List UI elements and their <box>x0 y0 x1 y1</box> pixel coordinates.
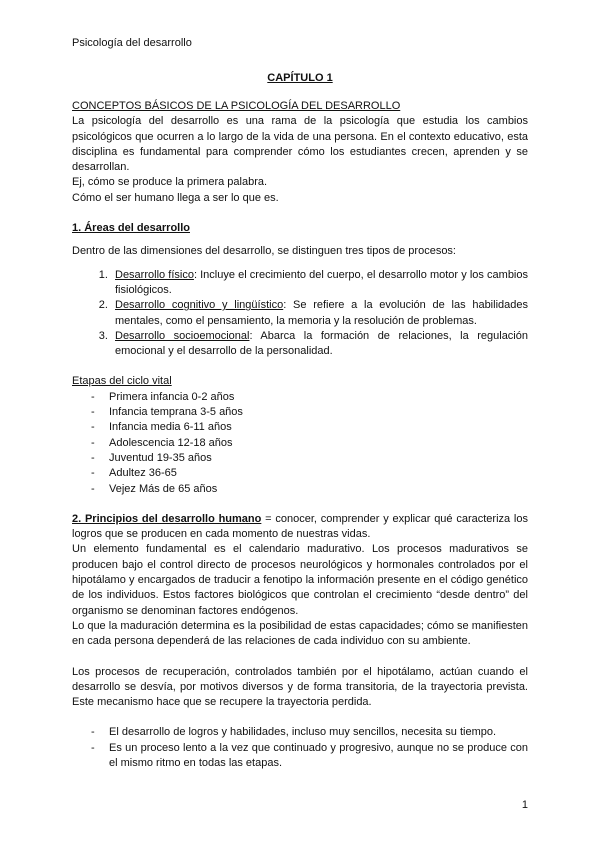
area-term: Desarrollo físico <box>115 268 194 281</box>
stages-heading: Etapas del ciclo vital <box>72 375 172 388</box>
section2-heading-rest: = conocer, comprender y explicar qué caracteriza los logros que se producen en cada momento de nuestras vidas. <box>72 512 528 541</box>
page-header: Psicología del desarrollo <box>72 37 192 49</box>
area-term: Desarrollo socioemocional <box>115 329 250 342</box>
section2-lead <box>72 512 528 543</box>
list-item: - Es un proceso lento a la vez que continuado y progresivo, aunque no se produce con el mismo ritmo en todas las etapas. <box>72 741 528 772</box>
section1-intro: Dentro de las dimensiones del desarrollo, se distinguen tres tipos de procesos: <box>72 245 456 258</box>
page-number: 1 <box>521 799 528 811</box>
stages-list <box>72 390 528 497</box>
area-text: : Se refiere a la evolución de las habilidades mentales, como el pensamiento, la memoria y la resolución de problemas. <box>115 299 528 327</box>
section2-heading: 2. Principios del desarrollo humano <box>72 512 262 525</box>
list-item: - Juventud 19-35 años <box>72 451 528 466</box>
intro-example-2: Cómo el ser humano llega a ser lo que es. <box>72 191 279 204</box>
area-text: : Incluye el crecimiento del cuerpo, el desarrollo motor y los cambios fisiológicos. <box>115 268 528 296</box>
section2-paragraph-1: Un elemento fundamental es el calendario madurativo. Los procesos madurativos se producen bajo el control directo de procesos neurológicos y hormonales controlados por el hipotálamo y encargados de traducir a fenotipo la información presente en el código genético de los individuos. Estos factores biológicos que controlan el crecimiento “desde dentro” del organismo se denominan factores endógenos. <box>72 543 528 617</box>
intro-example-1: Ej, cómo se produce la primera palabra. <box>72 176 268 189</box>
list-item: - Adultez 36-65 <box>72 466 528 481</box>
list-item: - Primera infancia 0-2 años <box>72 390 528 405</box>
areas-list <box>72 268 528 360</box>
list-item: - El desarrollo de logros y habilidades, incluso muy sencillos, necesita su tiempo. <box>72 725 528 740</box>
list-item <box>111 329 528 360</box>
list-item <box>111 268 528 299</box>
list-item: - Infancia temprana 3-5 años <box>72 405 528 420</box>
list-item: - Infancia media 6-11 años <box>72 420 528 435</box>
chapter-title: CAPÍTULO 1 <box>267 72 333 84</box>
principles-list <box>72 725 528 771</box>
list-item: - Adolescencia 12-18 años <box>72 436 528 451</box>
page-content <box>72 99 528 771</box>
list-item <box>111 298 528 329</box>
area-term: Desarrollo cognitivo y lingüístico <box>115 299 284 312</box>
area-text: : Abarca la formación de relaciones, la regulación emocional y el desarrollo de la personalidad. <box>115 329 528 358</box>
list-item: - Vejez Más de 65 años <box>72 482 528 497</box>
intro-paragraph: La psicología del desarrollo es una rama de la psicología que estudia los cambios psicológicos que ocurren a lo largo de la vida de una persona. En el contexto educativo, esta disciplina es fundamental para comprender cómo los estudiantes crecen, aprenden y se desarrollan. <box>72 115 528 174</box>
section2-paragraph-2: Lo que la maduración determina es la posibilidad de estas capacidades; cómo se manifiesten en cada persona dependerá de las relaciones de cada individuo con su ambiente. <box>72 619 528 648</box>
section2-paragraph-3: Los procesos de recuperación, controlados también por el hipotálamo, actúan cuando el desarrollo se desvía, por motivos diversos y de forma transitoria, de la trayectoria prevista. Este mecanismo hace que se recupere la trayectoria perdida. <box>72 665 528 709</box>
section1-heading: 1. Áreas del desarrollo <box>72 222 190 235</box>
intro-heading: CONCEPTOS BÁSICOS DE LA PSICOLOGÍA DEL DESARROLLO <box>72 100 401 112</box>
